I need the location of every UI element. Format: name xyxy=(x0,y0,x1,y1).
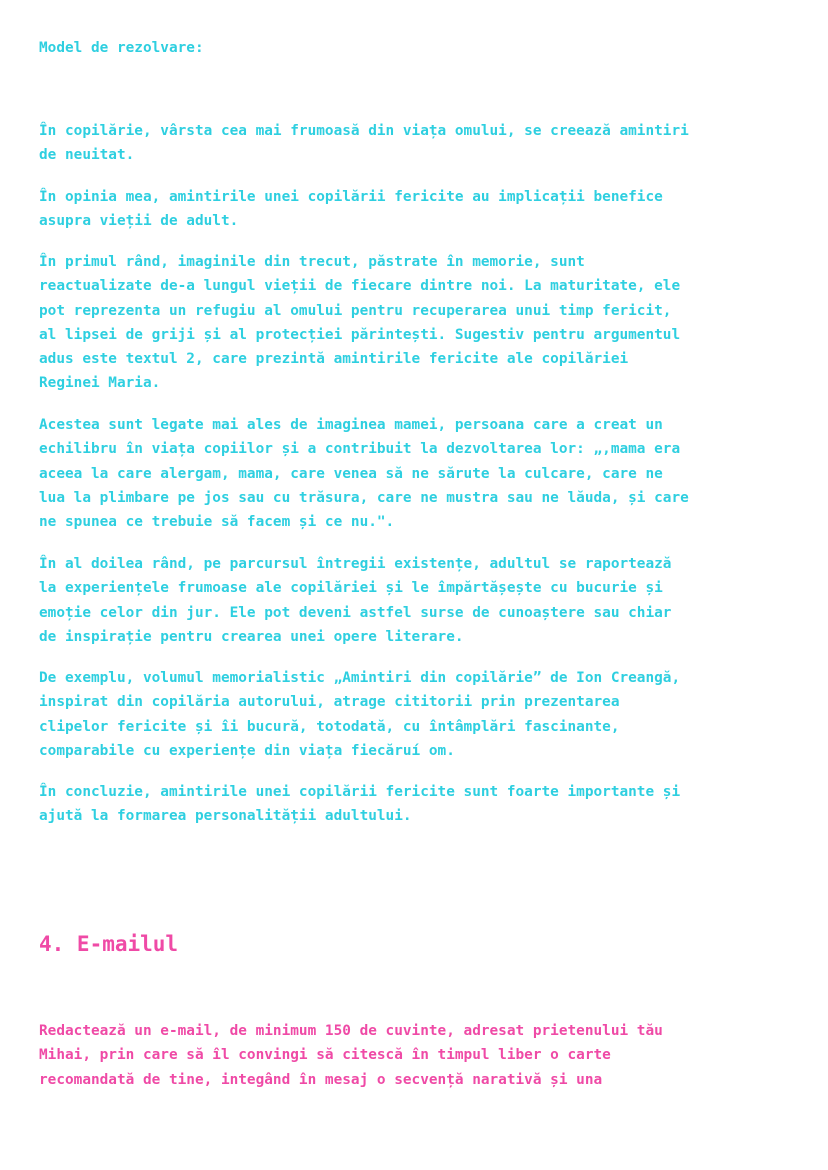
paragraph-line: Reginei Maria. xyxy=(39,375,161,392)
paragraph-line: De exemplu, volumul memorialistic „Amintiri din copilărie” de Ion Creangă, xyxy=(39,670,681,686)
paragraph-conclusion xyxy=(39,780,799,829)
task-line: recomandată de tine, integând în mesaj o secvență narativă și una xyxy=(39,1071,603,1088)
paragraph-line: adus este textul 2, care prezintă amintirile fericite ale copilăriei xyxy=(39,351,629,368)
paragraph-line: asupra vieții de adult. xyxy=(39,213,239,230)
paragraph-line: emoție celor din jur. Ele pot deveni astfel surse de cunoaștere sau chiar xyxy=(39,604,672,621)
paragraph-argument-2 xyxy=(39,552,799,649)
paragraph-line: În opinia mea, amintirile unei copilării fericite au implicații benefice xyxy=(39,189,663,205)
paragraph-example-1 xyxy=(39,413,799,534)
paragraph-line: echilibru în viața copiilor și a contribuit la dezvoltarea lor: „,mama era xyxy=(39,441,681,458)
paragraph-line: clipelor fericite și îi bucură, totodată, cu întâmplări fascinante, xyxy=(39,718,620,735)
paragraph-line: inspirat din copilăria autorului, atrage cititorii prin prezentarea xyxy=(39,694,620,711)
paragraph-line: lua la plimbare pe jos sau cu trăsura, care ne mustra sau ne lăuda, și care xyxy=(39,489,689,506)
paragraph-line: Acestea sunt legate mai ales de imaginea mamei, persoana care a creat un xyxy=(39,417,663,433)
paragraph-line: ne spunea ce trebuie să facem și ce nu.". xyxy=(39,514,395,531)
paragraph-intro xyxy=(39,119,799,168)
paragraph-line: reactualizate de-a lungul vieții de fiecare dintre noi. La maturitate, ele xyxy=(39,278,681,295)
task-line: Redactează un e-mail, de minimum 150 de cuvinte, adresat prietenului tău xyxy=(39,1023,663,1039)
paragraph-line: la experiențele frumoase ale copilăriei și le împărtășește cu bucurie și xyxy=(39,580,663,597)
model-label: Model de rezolvare: xyxy=(39,40,204,56)
paragraph-line: de neuitat. xyxy=(39,147,135,164)
paragraph-line: de inspirație pentru crearea unei opere literare. xyxy=(39,628,464,645)
section-heading: 4. E-mailul xyxy=(39,932,179,956)
paragraph-line: În copilărie, vârsta cea mai frumoasă din viața omului, se creează amintiri xyxy=(39,123,689,139)
paragraph-thesis xyxy=(39,185,799,234)
paragraph-line: al lipsei de griji și al protecției părintești. Sugestiv pentru argumentul xyxy=(39,326,681,343)
task-line: Mihai, prin care să îl convingi să citescă în timpul liber o carte xyxy=(39,1047,611,1064)
paragraph-line: În concluzie, amintirile unei copilării fericite sunt foarte importante și xyxy=(39,784,681,800)
paragraph-line: comparabile cu experiențe din viața fiecăruí om. xyxy=(39,742,455,759)
paragraph-argument-1 xyxy=(39,250,799,396)
paragraph-line: ajută la formarea personalității adultului. xyxy=(39,808,412,825)
paragraph-line: În al doilea rând, pe parcursul întregii existențe, adultul se raportează xyxy=(39,556,672,572)
paragraph-line: aceea la care alergam, mama, care venea să ne sărute la culcare, care ne xyxy=(39,465,663,482)
paragraph-line: În primul rând, imaginile din trecut, păstrate în memorie, sunt xyxy=(39,254,585,270)
paragraph-example-2 xyxy=(39,666,799,763)
task-instructions xyxy=(39,1019,799,1092)
paragraph-line: pot reprezenta un refugiu al omului pentru recuperarea unui timp fericit, xyxy=(39,302,672,319)
